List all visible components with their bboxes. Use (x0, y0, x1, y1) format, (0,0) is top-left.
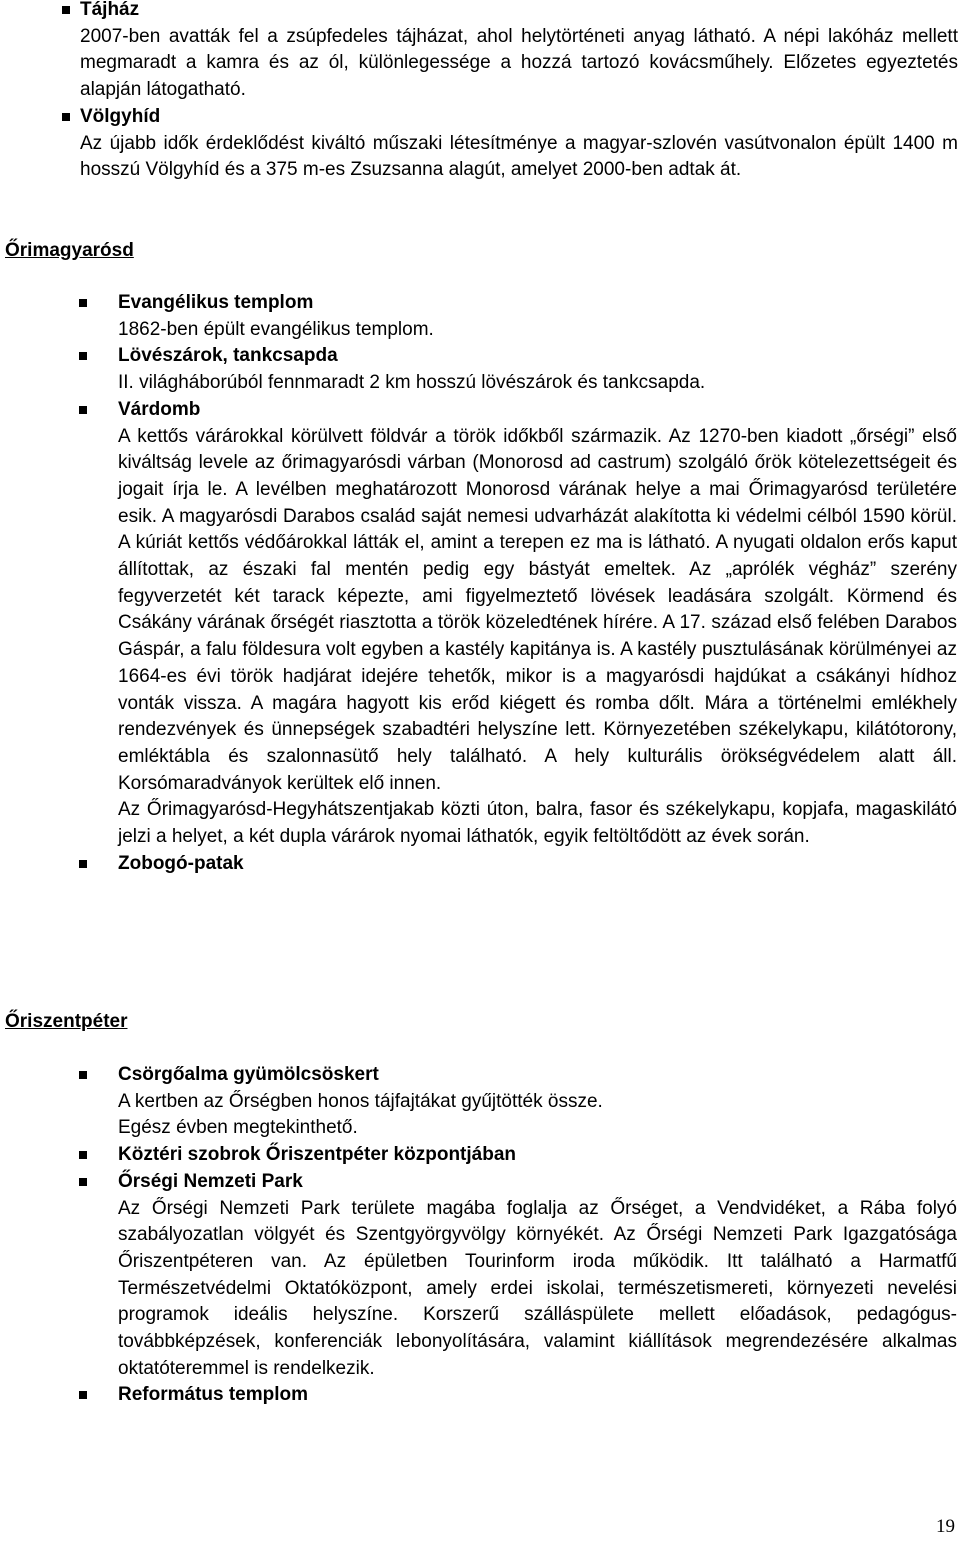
section-heading-orimagyarosd: Őrimagyarósd (5, 240, 134, 261)
item-title: Lövészárok, tankcsapda (118, 345, 338, 367)
list-item-zobogo-patak (79, 851, 957, 878)
item-title: Zobogó-patak (118, 852, 244, 874)
list-item-tajhaz (62, 0, 958, 104)
item-description: Az újabb idők érdeklődést kiváltó műszaki létesítménye a magyar-szlovén vasútvonalon épült 1400 m hosszú Völgyhíd és a 375 m-es Zsuzsanna alagút, amelyet 2000-ben adtak át. (80, 132, 958, 181)
list-item-kozteri-szobrok (79, 1142, 957, 1169)
item-title: Köztéri szobrok Őriszentpéter központjában (118, 1144, 516, 1166)
square-bullet-icon (79, 352, 87, 360)
item-title: Csörgőalma gyümölcsöskert (118, 1064, 379, 1085)
square-bullet-icon (62, 113, 70, 121)
item-description: A kettős várárokkal körülvett földvár a török időkből származik. Az 1270-ben kiadott „őrségi” első kiváltság levele az őrimagyarósdi várban (Monorosd ad castrum) szolgáló őrök kötelezettségeit és jogait írja le. A levélben meghatározott Monorosd várának helye a mai Őrimagyarósd területére esik. A magyarósdi Darabos család saját nemesi udvarházát alakította ki védelmi célból 1590 körül. A kúriát kettős védőárokkal látták el, amint a terepen ez ma is látható. A nyugati oldalon erős kaput állítottak, az északi fal mentén pedig egy bástyát emeltek. Az „aprólék végház” szerény fegyverzetét két tarack képezte, ami figyelmeztető lövések leadására szolgált. Körmend és Csákány várának őrségét riasztotta a török közeledtének hírére. A 17. század első felében Darabos Gáspár, a falu földesura volt egyben a kastély kapitánya is. A kastély pusztulásának körülményei az 1664-es évi török hadjárat idejére tehetők, mikor is a magyarósdi hajdúkat a csákányi hídhoz vonták vissza. A magára hagyott kis erőd kiégett és romba dőlt. Mára a történelmi emlékhely rendezvények és ünnepségek szabadtéri helyszíne lett. Környezetében székelykapu, kilátótorony, emléktábla és szalonnasütő hely található. A hely kulturális örökségvédelem alatt áll. Korsómaradványok kerültek elő innen. (118, 425, 957, 794)
square-bullet-icon (79, 299, 87, 307)
list-item-csorgoalma (79, 1062, 957, 1142)
square-bullet-icon (79, 860, 87, 868)
list-item-volgyhid (62, 104, 958, 184)
item-title: Várdomb (118, 398, 201, 420)
orimagyarosd-attractions-list (79, 290, 957, 877)
oriszentpeter-attractions-list (79, 1062, 957, 1409)
list-item-vardomb (79, 397, 957, 851)
list-item-evangelikus-templom (79, 290, 957, 343)
item-description-extra: Az Őrimagyarósd-Hegyhátszentjakab közti úton, balra, fasor és székelykapu, kopjafa, magaskilátó jelzi a helyet, a két dupla várárok nyomai láthatók, egyik feltöltődött az évek során. (118, 799, 957, 848)
item-description: Az Őrségi Nemzeti Park területe magába foglalja az Őrséget, a Vendvidéket, a Rába folyó szabályozatlan völgyét és Szentgyörgyvölgy környékét. Az Őrségi Nemzeti Park Igazgatósága Őriszentpéteren van. Az épületben Tourinform iroda működik. Itt található a Harmatfű Természetvédelmi Oktatóközpont, amely erdei iskolai, természetismereti, környezeti nevelési programok ideális helyszíne. Korszerű szálláspülete mellett előadások, pedagógus- továbbképzések, konferenciák lebonyolítására, valamint kiállítások megrendezésére alkalmas oktatóteremmel is rendelkezik. (118, 1197, 957, 1379)
item-title: Őrségi Nemzeti Park (118, 1170, 303, 1192)
square-bullet-icon (62, 6, 70, 14)
square-bullet-icon (79, 406, 87, 414)
item-title: Völgyhíd (80, 105, 161, 127)
item-description: 1862-ben épült evangélikus templom. (118, 318, 434, 340)
item-title: Evangélikus templom (118, 292, 314, 313)
page-number: 19 (936, 1516, 955, 1537)
item-description: II. világháborúból fennmaradt 2 km hosszú lövészárok és tankcsapda. (118, 372, 706, 394)
list-item-loveszarok (79, 343, 957, 396)
square-bullet-icon (79, 1391, 87, 1399)
item-description: A kertben az Őrségben honos tájfajtákat gyűjtötték össze. (118, 1090, 603, 1112)
square-bullet-icon (79, 1178, 87, 1186)
list-item-reformatus-templom (79, 1382, 957, 1409)
item-description: 2007-ben avatták fel a zsúpfedeles tájházat, ahol helytörténeti anyag látható. A népi lakóház mellett megmaradt a kamra és az ól, különlegessége a hozzá tartozó kovácsműhely. Előzetes egyeztetés alapján látogatható. (80, 25, 958, 101)
section-heading-oriszentpeter: Őriszentpéter (5, 1011, 128, 1032)
top-attractions-list (62, 0, 958, 184)
square-bullet-icon (79, 1071, 87, 1079)
square-bullet-icon (79, 1151, 87, 1159)
list-item-nemzeti-park (79, 1169, 957, 1383)
item-description-extra: Egész évben megtekinthető. (118, 1117, 358, 1139)
item-title: Tájház (80, 0, 140, 20)
item-title: Református templom (118, 1384, 309, 1406)
